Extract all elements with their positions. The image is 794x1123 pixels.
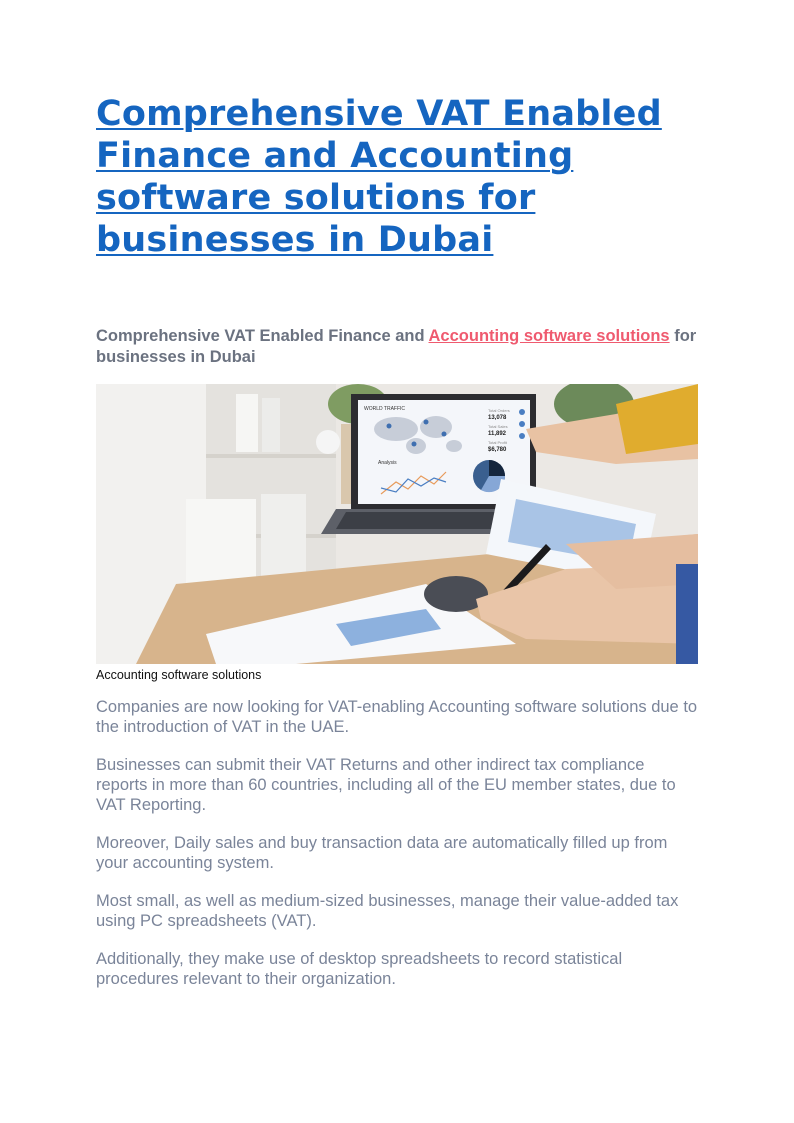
- paragraph: Businesses can submit their VAT Returns and other indirect tax compliance reports in more than 60 countries, including all of the EU member states, due to VAT Reporting.: [96, 756, 676, 814]
- stat-value-orders: 13,078: [488, 415, 507, 421]
- page-title: [96, 93, 700, 261]
- title-link[interactable]: Comprehensive VAT Enabled Finance and Accounting software solutions for businesses in Dubai: [96, 94, 662, 260]
- paragraph: Companies are now looking for VAT-enabling Accounting software solutions due to the introduction of VAT in the UAE.: [96, 698, 698, 736]
- paragraph: Additionally, they make use of desktop spreadsheets to record statistical procedures relevant to their organization.: [96, 950, 623, 988]
- stat-label-profit: Total Profit: [488, 440, 507, 445]
- stat-value-sales: 11,892: [488, 431, 507, 437]
- hero-image: [96, 384, 698, 664]
- subtitle-suffix: for businesses in Dubai: [96, 327, 697, 366]
- article-body: [96, 697, 700, 1007]
- stat-label-sales: Total Sales: [488, 424, 508, 429]
- accounting-software-link[interactable]: Accounting software solutions: [428, 327, 670, 345]
- paragraph: Most small, as well as medium-sized businesses, manage their value-added tax using PC spreadsheets (VAT).: [96, 892, 679, 930]
- image-caption: Accounting software solutions: [96, 668, 262, 682]
- subtitle-prefix: Comprehensive VAT Enabled Finance and: [96, 327, 429, 345]
- subtitle: [96, 326, 700, 368]
- paragraph: Moreover, Daily sales and buy transaction data are automatically filled up from your accounting system.: [96, 834, 668, 872]
- screen-section: Analysis: [378, 460, 397, 466]
- stat-label-orders: Total Orders: [488, 408, 510, 413]
- screen-header: WORLD TRAFFIC: [364, 406, 406, 412]
- stat-value-profit: $6,780: [488, 447, 507, 453]
